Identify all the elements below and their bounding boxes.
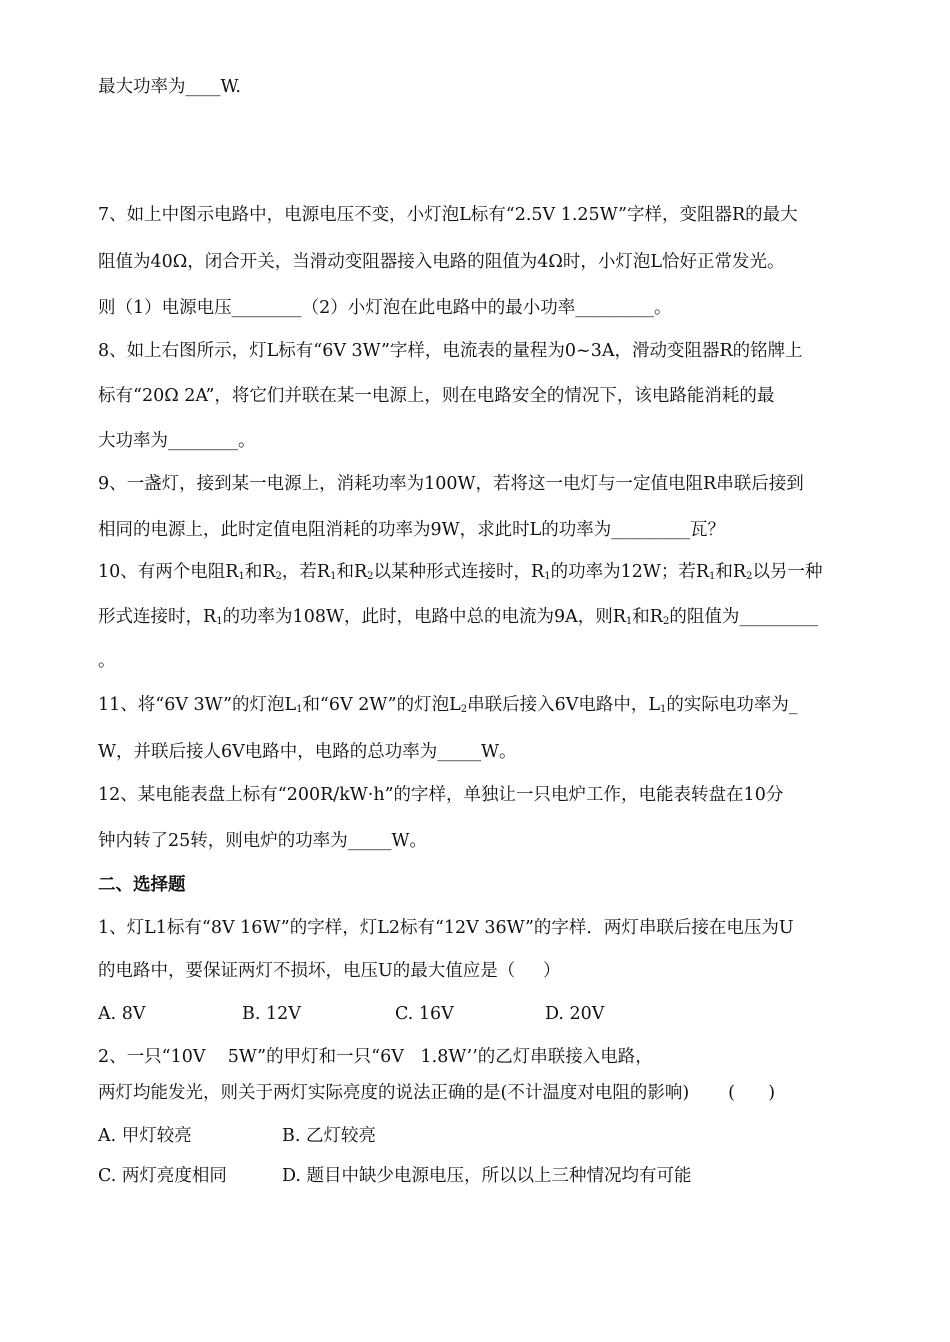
choice-1-line-1: 1、灯L1标有“8V 16W”的字样，灯L2标有“12V 36W”的字样．两灯串联后接在电压为U <box>98 918 794 938</box>
text-line: 最大功率为____W. <box>98 77 241 97</box>
question-7-line-3: 则（1）电源电压________（2）小灯泡在此电路中的最小功率_________。 <box>98 298 672 318</box>
choice-2-option-c: C. 两灯亮度相同 <box>98 1166 227 1186</box>
choice-1-option-d: D. 20V <box>545 1004 605 1024</box>
choice-1-line-2: 的电路中，要保证两灯不损坏，电压U的最大值应是（ ） <box>98 961 561 981</box>
choice-2-option-d: D. 题目中缺少电源电压，所以以上三种情况均有可能 <box>282 1166 692 1186</box>
question-8-line-1: 8、如上右图所示，灯L标有“6V 3W”字样，电流表的量程为0~3A，滑动变阻器R的铭牌上 <box>98 341 803 361</box>
question-11-line-1: 11、将“6V 3W”的灯泡$L_1$和“6V 2W”的灯泡$L_2$串联后接入6V电路中，$L_1$的实际电功率为_ <box>98 695 798 715</box>
question-9-line-2: 相同的电源上，此时定值电阻消耗的功率为9W，求此时L的功率为_________瓦？ <box>98 520 725 540</box>
question-10-line-2: 形式连接时，$R_1$的功率为108W，此时，电路中总的电流为9A，则$R_1$和$R_2$的阻值为_________ <box>98 607 819 627</box>
choice-2-line-2: 两灯均能发光，则关于两灯实际亮度的说法正确的是(不计温度对电阻的影响) ( ) <box>98 1083 776 1103</box>
choice-1-option-c: C. 16V <box>395 1004 454 1024</box>
choice-1-option-a: A. 8V <box>98 1004 146 1024</box>
question-8-line-3: 大功率为________。 <box>98 431 256 451</box>
question-12-line-2: 钟内转了25转，则电炉的功率为_____W。 <box>98 831 428 851</box>
choice-2-option-b: B. 乙灯较亮 <box>282 1126 376 1146</box>
question-7-line-2: 阻值为40Ω，闭合开关，当滑动变阻器接入电路的阻值为4Ω时，小灯泡L恰好正常发光。 <box>98 252 785 272</box>
question-8-line-2: 标有“20Ω 2A”，将它们并联在某一电源上，则在电路安全的情况下，该电路能消耗的最 <box>98 386 775 406</box>
choice-1-option-b: B. 12V <box>242 1004 301 1024</box>
question-7-line-1: 7、如上中图示电路中，电源电压不变，小灯泡L标有“2.5V 1.25W”字样，变阻器R的最大 <box>98 205 798 225</box>
choice-2-line-1: 2、一只“10V 5W”的甲灯和一只“6V 1.8W’’的乙灯串联接入电路， <box>98 1047 653 1067</box>
question-12-line-1: 12、某电能表盘上标有“200R/kW·h”的字样，单独让一只电炉工作，电能表转盘在10分 <box>98 785 784 805</box>
question-10-line-1: 10、有两个电阻$R_1$和$R_2$，若$R_1$和$R_2$以某种形式连接时，$R_1$的功率为12W；若$R_1$和$R_2$以另一种 <box>98 562 823 582</box>
question-11-line-2: W，并联后接人6V电路中，电路的总功率为_____W。 <box>98 742 517 762</box>
choice-2-option-a: A. 甲灯较亮 <box>98 1126 192 1146</box>
question-10-line-3: 。 <box>98 651 116 671</box>
section-heading: 二、选择题 <box>98 875 186 895</box>
question-9-line-1: 9、一盏灯，接到某一电源上，消耗功率为100W，若将这一电灯与一定值电阻R串联后接到 <box>98 474 804 494</box>
